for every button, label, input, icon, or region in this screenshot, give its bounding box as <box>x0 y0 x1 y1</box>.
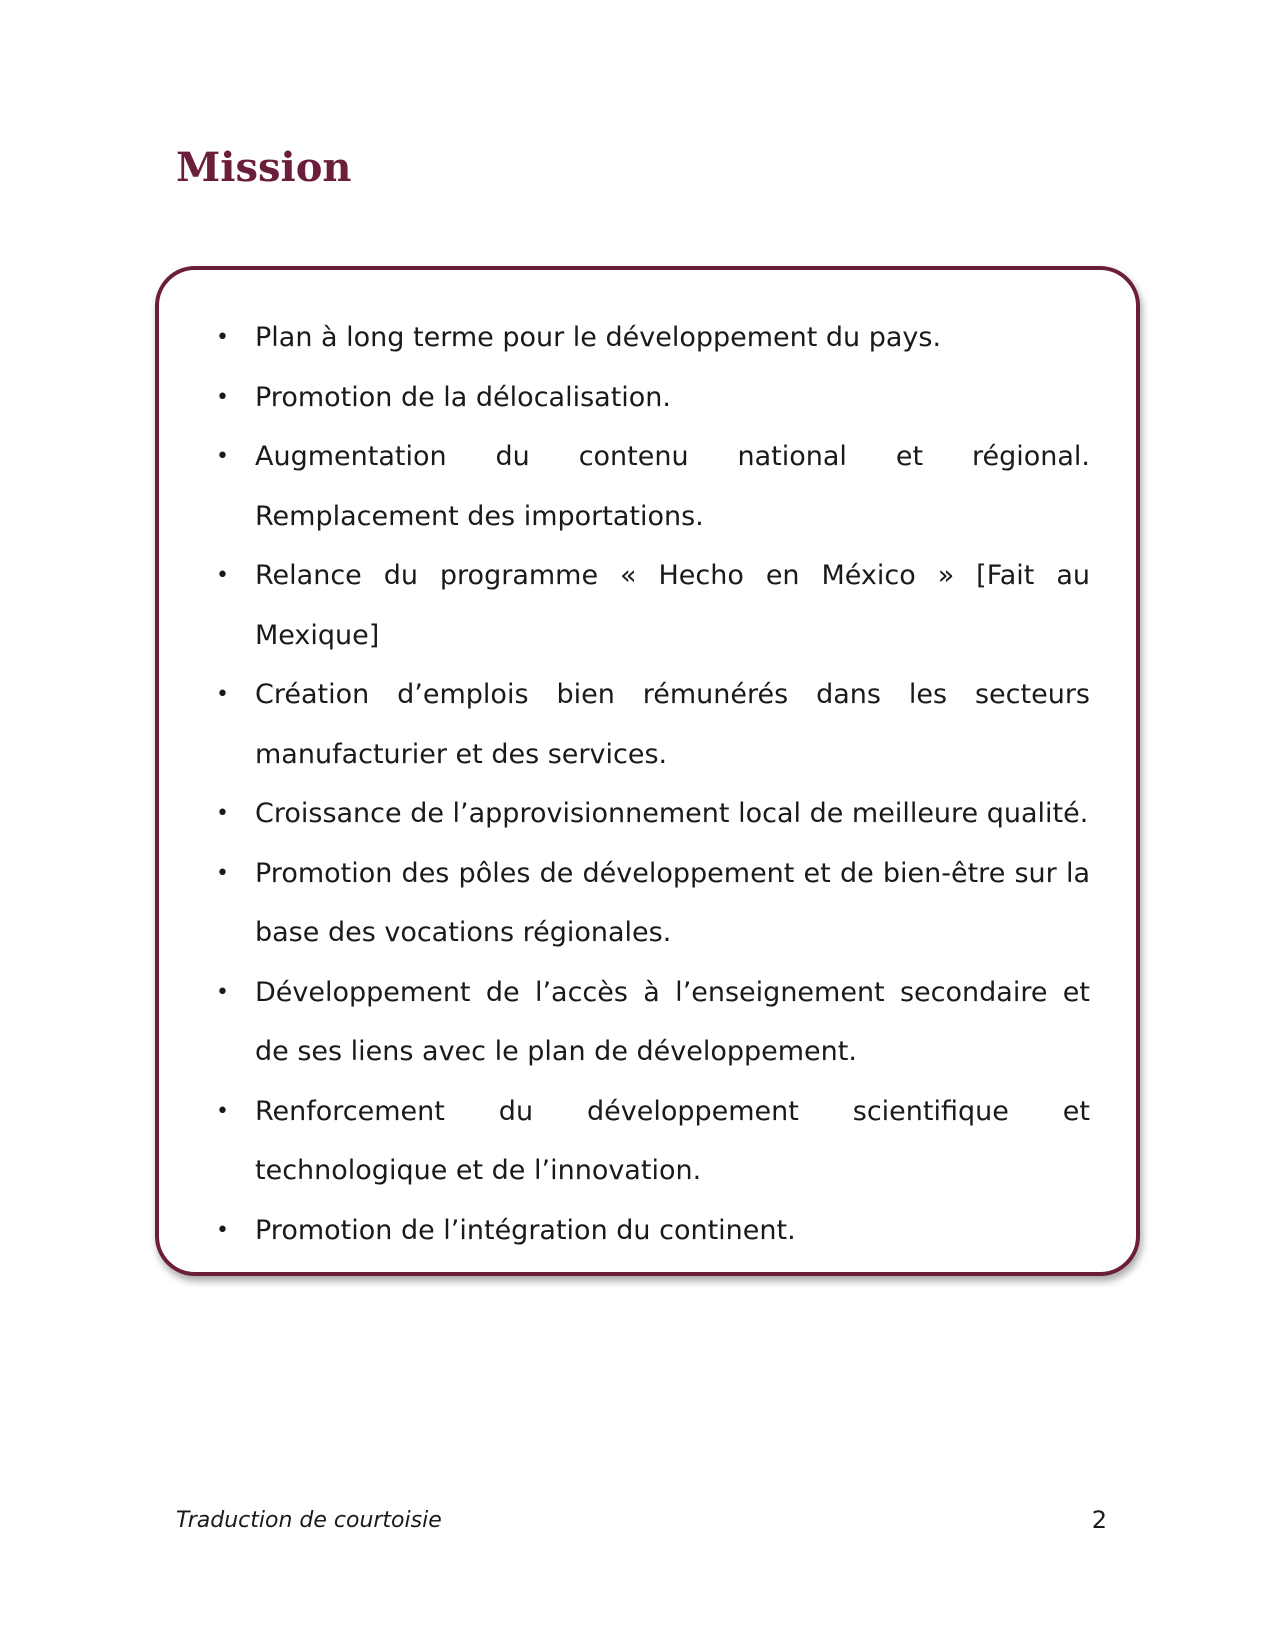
list-item <box>159 963 1136 1082</box>
list-item-text: Promotion des pôles de développement et de bien-être sur la base des vocations régionales. <box>255 857 1090 948</box>
list-item-text: Développement de l’accès à l’enseignement secondaire et de ses liens avec le plan de développement. <box>255 976 1090 1067</box>
bullet-icon: • <box>216 1098 229 1124</box>
list-item <box>159 427 1136 546</box>
bullet-icon: • <box>216 682 229 707</box>
list-item-text: Croissance de l’approvisionnement local de meilleure qualité. <box>255 798 1089 829</box>
list-item-text: Promotion de l’intégration du continent. <box>255 1214 796 1246</box>
list-item <box>159 844 1136 963</box>
bullet-icon: • <box>216 563 229 588</box>
list-item <box>159 1201 1136 1261</box>
bullet-icon: • <box>216 325 229 350</box>
list-item-text: Plan à long terme pour le développement du pays. <box>255 322 942 353</box>
bullet-icon: • <box>216 1217 229 1243</box>
page-title: Mission <box>176 144 352 191</box>
mission-list <box>159 308 1136 1260</box>
list-item <box>159 308 1136 368</box>
mission-box <box>155 266 1140 1276</box>
list-item-text: Relance du programme « Hecho en México » [Fait au Mexique] <box>255 560 1090 651</box>
list-item <box>159 546 1136 665</box>
footer-text: Traduction de courtoisie <box>176 1508 442 1533</box>
bullet-icon: • <box>216 384 229 410</box>
bullet-icon: • <box>216 860 229 886</box>
list-item <box>159 1082 1136 1201</box>
bullet-icon: • <box>216 801 229 826</box>
list-item-text: Renforcement du développement scientifique et technologique et de l’innovation. <box>255 1095 1090 1186</box>
list-item-text: Création d’emplois bien rémunérés dans les secteurs manufacturier et des services. <box>255 679 1090 770</box>
list-item-text: Promotion de la délocalisation. <box>255 381 671 413</box>
bullet-icon: • <box>216 979 229 1005</box>
list-item <box>159 784 1136 844</box>
list-item-text: Augmentation du contenu national et régional. Remplacement des importations. <box>255 441 1090 532</box>
list-item <box>159 368 1136 428</box>
page-number: 2 <box>1091 1506 1107 1534</box>
list-item <box>159 665 1136 784</box>
bullet-icon: • <box>216 444 229 469</box>
